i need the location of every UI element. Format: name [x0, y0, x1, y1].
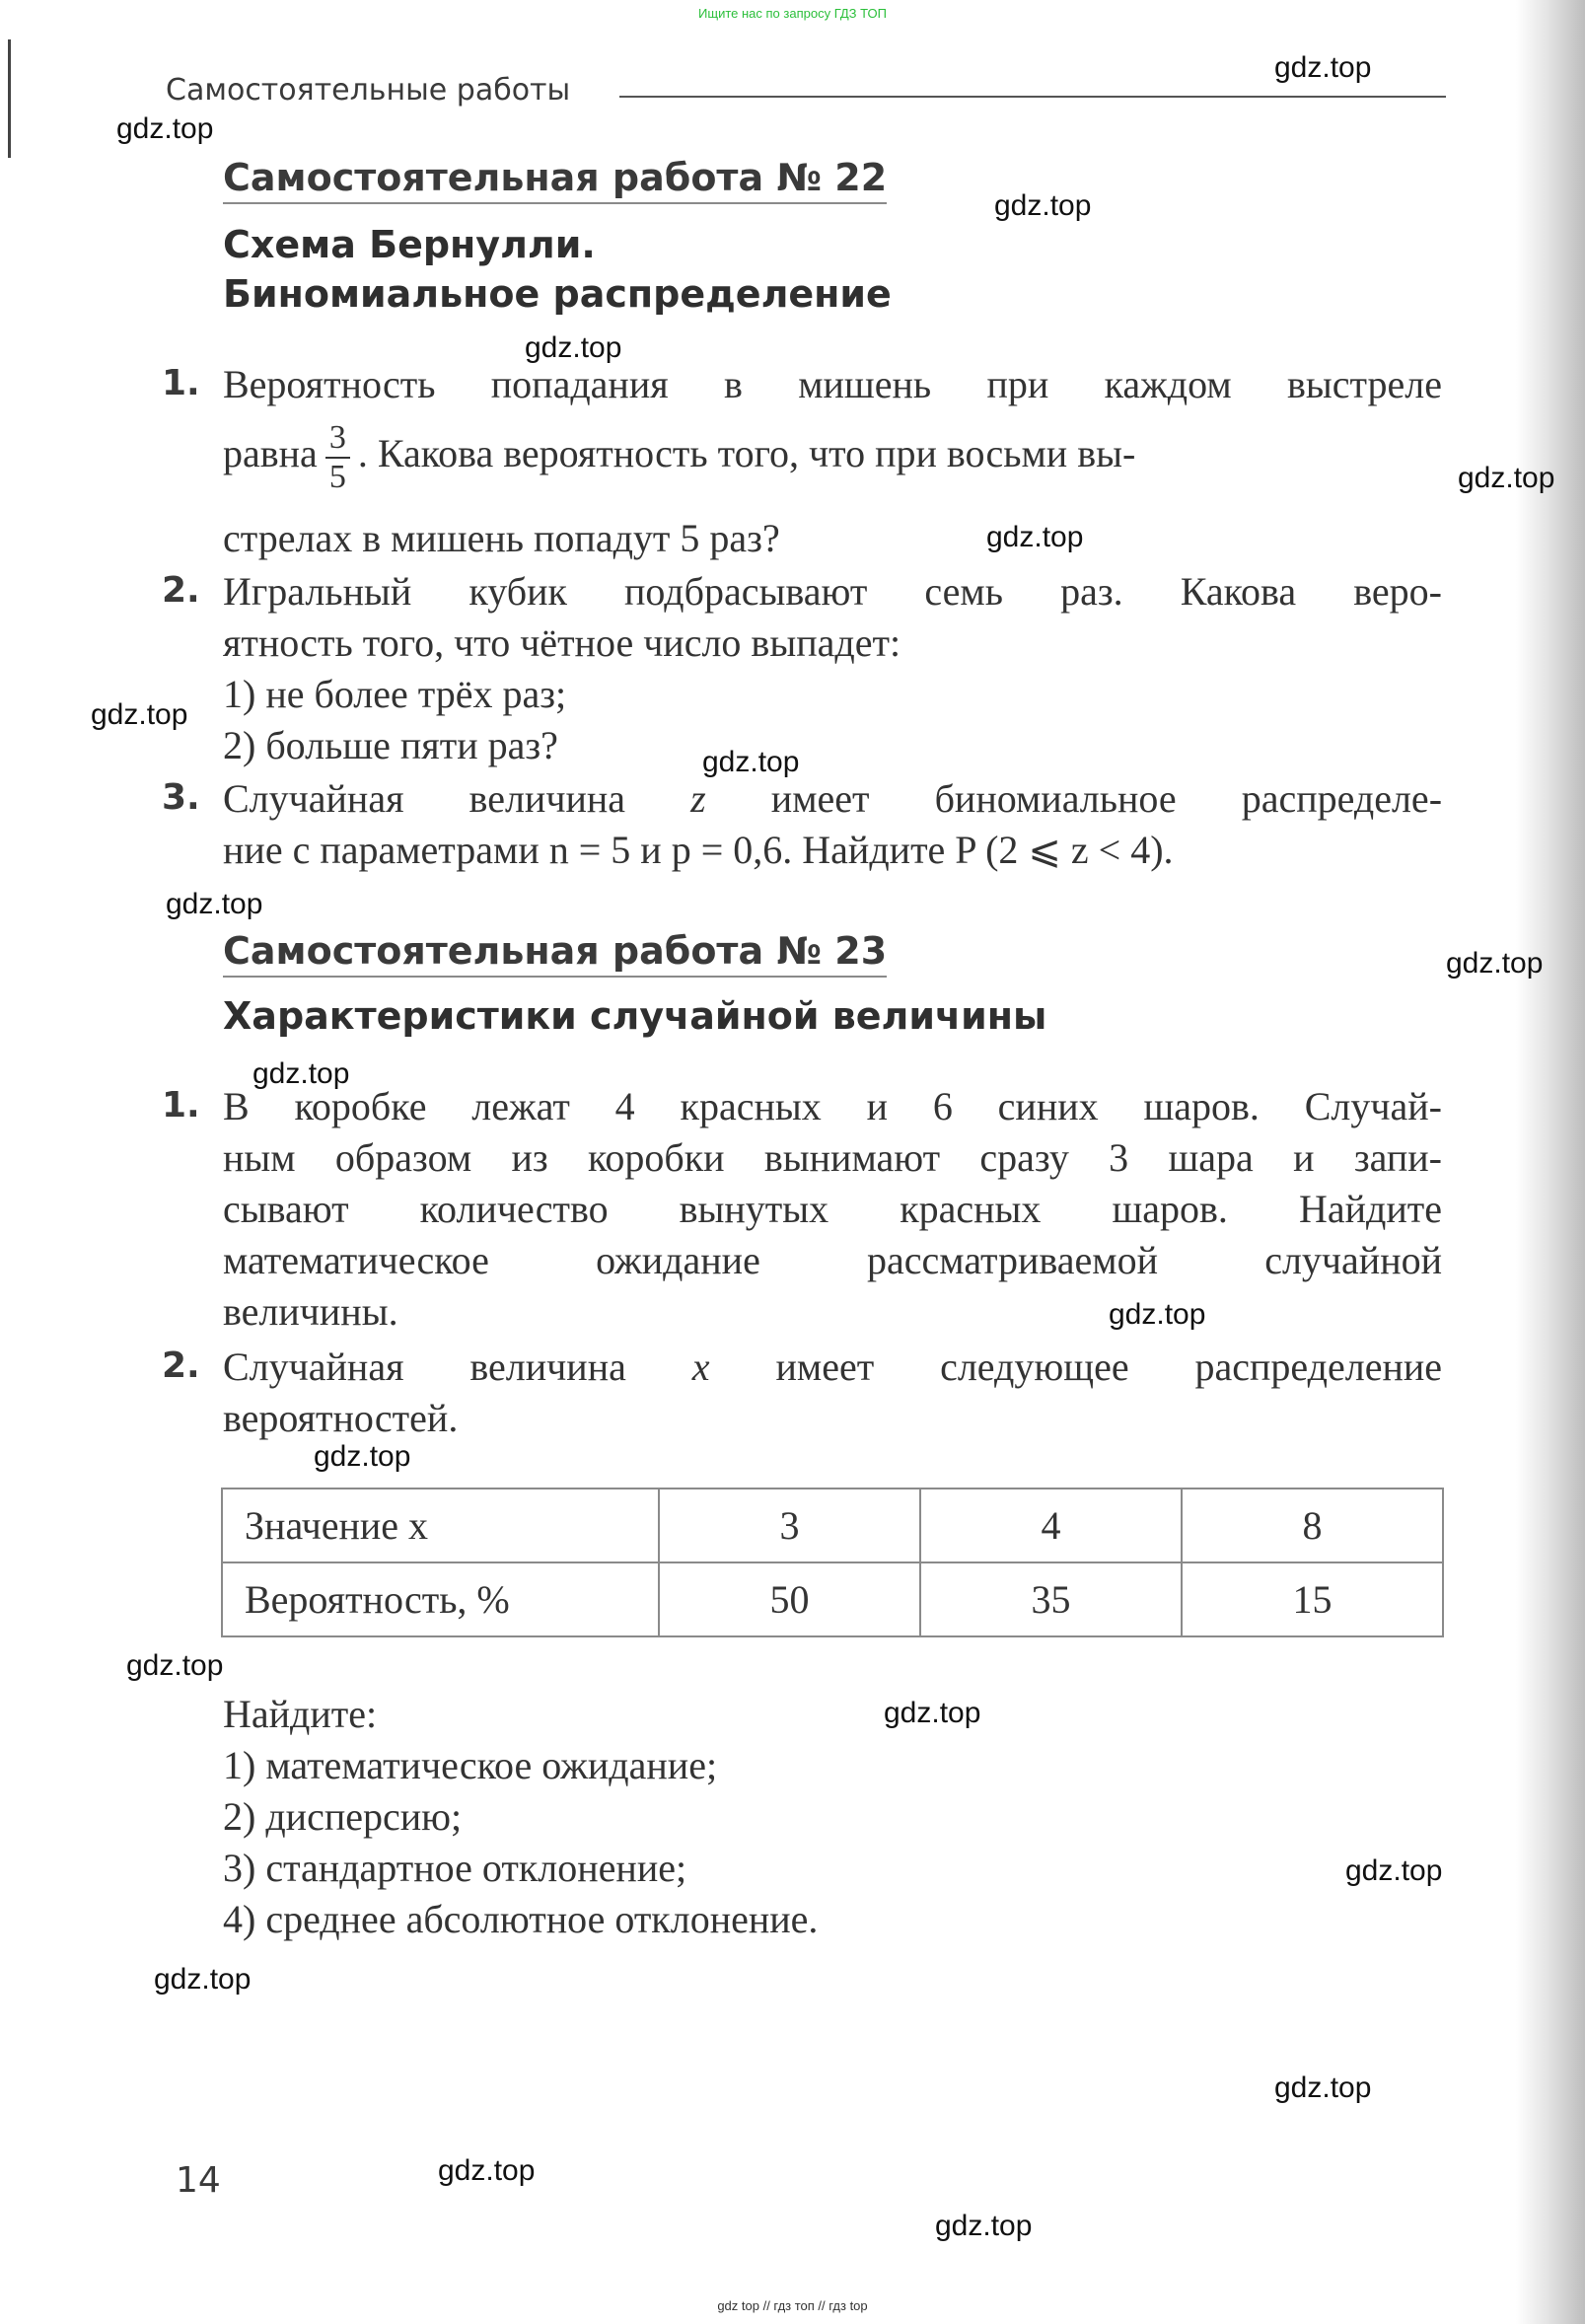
- work23-task1-line3: сывают количество вынутых красных шаров. Найдите: [223, 1187, 1442, 1231]
- table-cell: 3: [659, 1489, 920, 1562]
- watermark: gdz.top: [525, 331, 622, 364]
- watermark: gdz.top: [935, 2210, 1033, 2242]
- work22-task2-item2: 2) больше пяти раз?: [223, 723, 558, 767]
- bottom-banner: gdz top // гдз топ // гдз top: [717, 2298, 868, 2313]
- watermark: gdz.top: [1274, 51, 1372, 84]
- work23-task2-item4: 4) среднее абсолютное отклонение.: [223, 1897, 819, 1941]
- watermark: gdz.top: [166, 888, 263, 920]
- work22-task3-line1-end: имеет биномиальное распределе-: [770, 776, 1443, 821]
- work22-task3-line1-start: Случайная величина: [223, 776, 626, 821]
- work22-task2-item1: 1) не более трёх раз;: [223, 672, 567, 716]
- watermark: gdz.top: [314, 1440, 411, 1473]
- table-cell: 15: [1182, 1562, 1443, 1636]
- top-banner: Ищите нас по запросу ГДЗ ТОП: [698, 6, 887, 21]
- work23-task2-line1: [223, 1344, 1442, 1390]
- watermark: gdz.top: [1109, 1298, 1206, 1331]
- watermark: gdz.top: [1458, 462, 1555, 494]
- work23-task1-line4: математическое ожидание рассматриваемой случайной: [223, 1238, 1442, 1282]
- work22-task1-line1: Вероятность попадания в мишень при каждом выстреле: [223, 362, 1442, 406]
- variable-z: z: [690, 776, 706, 821]
- work23-task2-item3: 3) стандартное отклонение;: [223, 1846, 687, 1890]
- work23-task2-item2: 2) дисперсию;: [223, 1794, 463, 1839]
- watermark: gdz.top: [986, 521, 1084, 553]
- watermark: gdz.top: [154, 1963, 252, 1996]
- watermark: gdz.top: [1274, 2071, 1372, 2104]
- page-edge-shadow: [1516, 0, 1585, 2324]
- work23-title: Самостоятельная работа № 23: [223, 929, 887, 978]
- work22-task1-line3: стрелах в мишень попадут 5 раз?: [223, 516, 780, 560]
- watermark: gdz.top: [1446, 947, 1544, 980]
- fraction-numerator: 3: [325, 419, 350, 459]
- table-row-head-probabilities: Вероятность, %: [222, 1562, 659, 1636]
- watermark: gdz.top: [702, 746, 800, 778]
- binding-line: [8, 39, 11, 158]
- work23-task1-line2: ным образом из коробки вынимают сразу 3 шара и запи-: [223, 1135, 1442, 1180]
- watermark: gdz.top: [126, 1649, 224, 1682]
- work23-task2-line2: вероятностей.: [223, 1396, 459, 1440]
- fraction-three-fifths: [325, 419, 350, 496]
- work22-subtitle-line1: Схема Бернулли.: [223, 223, 596, 266]
- variable-x: x: [691, 1344, 710, 1389]
- work22-task3-line1: [223, 775, 1442, 822]
- page-number: 14: [176, 2160, 221, 2201]
- watermark: gdz.top: [994, 189, 1092, 222]
- table-row-probabilities: [222, 1562, 1443, 1636]
- work22-task1-line2-start: равна: [223, 431, 318, 476]
- distribution-table: [221, 1488, 1444, 1637]
- watermark: gdz.top: [438, 2154, 536, 2187]
- work23-subtitle: Характеристики случайной величины: [223, 994, 1047, 1038]
- watermark: gdz.top: [884, 1697, 981, 1729]
- table-row-values: [222, 1489, 1443, 1562]
- table-cell: 35: [920, 1562, 1182, 1636]
- watermark: gdz.top: [116, 112, 214, 145]
- work22-task2-number: 2.: [162, 570, 200, 611]
- work22-task1-line2: [223, 419, 1442, 496]
- table-cell: 8: [1182, 1489, 1443, 1562]
- work23-task1-number: 1.: [162, 1085, 200, 1126]
- work23-task2-number: 2.: [162, 1345, 200, 1386]
- table-cell: 4: [920, 1489, 1182, 1562]
- work22-task2-line1: Игральный кубик подбрасывают семь раз. Какова веро-: [223, 569, 1442, 614]
- work22-title: Самостоятельная работа № 22: [223, 156, 887, 204]
- watermark: gdz.top: [91, 698, 188, 731]
- work22-task3-number: 3.: [162, 777, 200, 818]
- work22-task1-number: 1.: [162, 363, 200, 403]
- work23-task2-item1: 1) математическое ожидание;: [223, 1743, 718, 1787]
- work23-task1-line5: величины.: [223, 1289, 398, 1334]
- work23-task1-line1: В коробке лежат 4 красных и 6 синих шаров. Случай-: [223, 1084, 1442, 1128]
- fraction-denominator: 5: [328, 459, 346, 495]
- running-head-rule: [619, 96, 1446, 98]
- work22-subtitle-line2: Биномиальное распределение: [223, 272, 892, 316]
- work22-task2-line2: ятность того, что чётное число выпадет:: [223, 620, 901, 665]
- running-head: Самостоятельные работы: [166, 73, 571, 108]
- watermark: gdz.top: [1345, 1854, 1443, 1887]
- work23-task2-line1-end: имеет следующее распределение: [775, 1344, 1443, 1389]
- work22-task1-line2-end: . Какова вероятность того, что при восьми вы-: [357, 431, 1136, 476]
- table-cell: 50: [659, 1562, 920, 1636]
- watermark: gdz.top: [252, 1057, 350, 1090]
- work22-task3-line2: ние с параметрами n = 5 и p = 0,6. Найдите P (2 ⩽ z < 4).: [223, 828, 1174, 872]
- work23-task2-find: Найдите:: [223, 1692, 378, 1736]
- work23-task2-line1-start: Случайная величина: [223, 1344, 626, 1389]
- table-row-head-values: Значение x: [222, 1489, 659, 1562]
